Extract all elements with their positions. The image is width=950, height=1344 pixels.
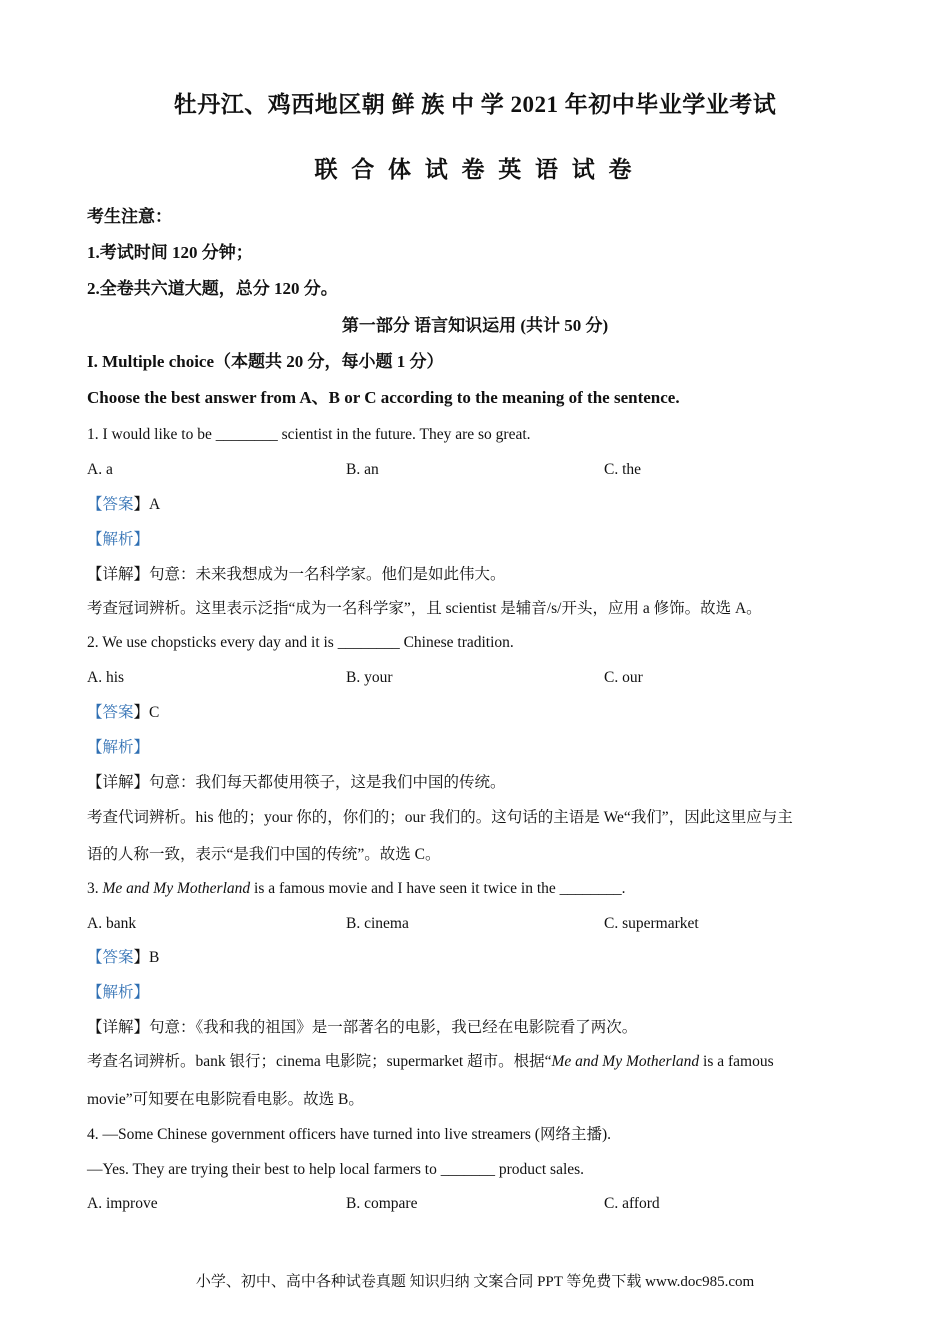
- question-4-option-a: A. improve: [87, 1195, 158, 1212]
- part-title: 第一部分 语言知识运用 (共计 50 分): [341, 316, 609, 335]
- question-2-explanation-2: 语的人称一致，表示“是我们中国的传统”。故选 C。: [87, 846, 441, 863]
- notice-item-2: 2.全卷共六道大题，总分 120 分。: [87, 279, 338, 298]
- question-3-detail: 【详解】句意：《我和我的祖国》是一部著名的电影，我已经在电影院看了两次。: [87, 1019, 638, 1036]
- question-4-option-c: C. afford: [604, 1195, 660, 1212]
- question-3-explanation-1: 考查名词辨析。bank 银行；cinema 电影院；supermarket 超市。根据“Me and My Motherland is a famous: [87, 1053, 774, 1070]
- exam-title-line1: 牡丹江、鸡西地区朝 鲜 族 中 学 2021 年初中毕业学业考试: [173, 92, 777, 117]
- answer-label: 【答案: [87, 949, 134, 966]
- question-1-explanation: 考查冠词辨析。这里表示泛指“成为一名科学家”，且 scientist 是辅音/s/开头，应用 a 修饰。故选 A。: [87, 600, 762, 617]
- question-2-analysis-label: 【解析】: [87, 739, 150, 756]
- question-1-answer: 【答案】A: [87, 496, 161, 513]
- answer-label: 【答案: [87, 496, 134, 513]
- question-2-explanation-1: 考查代词辨析。his 他的；your 你的，你们的；our 我们的。这句话的主语是 We“我们”，因此这里应与主: [87, 809, 793, 826]
- answer-value: A: [149, 496, 161, 513]
- question-1-option-a: A. a: [87, 461, 113, 478]
- answer-value: C: [149, 704, 160, 721]
- question-2-detail: 【详解】句意：我们每天都使用筷子，这是我们中国的传统。: [87, 774, 506, 791]
- notice-heading: 考生注意：: [87, 207, 172, 226]
- question-3-analysis-label: 【解析】: [87, 984, 150, 1001]
- question-4-option-b: B. compare: [346, 1195, 418, 1212]
- question-3-option-a: A. bank: [87, 915, 137, 932]
- section-title: I. Multiple choice（本题共 20 分，每小题 1 分）: [87, 352, 444, 371]
- question-3-option-c: C. supermarket: [604, 915, 699, 932]
- question-2-option-a: A. his: [87, 669, 125, 686]
- question-1-analysis-label: 【解析】: [87, 531, 150, 548]
- question-1-detail: 【详解】句意：未来我想成为一名科学家。他们是如此伟大。: [87, 566, 506, 583]
- notice-item-1: 1.考试时间 120 分钟；: [87, 243, 253, 262]
- question-2-option-b: B. your: [346, 669, 393, 686]
- question-2-option-c: C. our: [604, 669, 643, 686]
- exam-title-line2: 联 合 体 试 卷 英 语 试 卷: [314, 157, 636, 182]
- question-1-stem: 1. I would like to be ________ scientist in the future. They are so great.: [87, 426, 531, 443]
- question-2-answer: 【答案】C: [87, 704, 160, 721]
- question-3-stem: 3. Me and My Motherland is a famous movie and I have seen it twice in the ________.: [87, 880, 626, 897]
- question-4-stem-reply: —Yes. They are trying their best to help local farmers to _______ product sales.: [87, 1161, 585, 1178]
- page-footer: 小学、初中、高中各种试卷真题 知识归纳 文案合同 PPT 等免费下载 www.doc985.com: [195, 1274, 755, 1290]
- question-1-option-b: B. an: [346, 461, 379, 478]
- question-3-explanation-2: movie”可知要在电影院看电影。故选 B。: [87, 1091, 364, 1108]
- answer-value: B: [149, 949, 160, 966]
- question-3-option-b: B. cinema: [346, 915, 409, 932]
- question-3-answer: 【答案】B: [87, 949, 160, 966]
- question-1-option-c: C. the: [604, 461, 642, 478]
- question-2-stem: 2. We use chopsticks every day and it is ________ Chinese tradition.: [87, 634, 514, 651]
- question-4-stem: 4. —Some Chinese government officers have turned into live streamers (网络主播).: [87, 1126, 612, 1143]
- answer-label: 【答案: [87, 704, 134, 721]
- movie-title: Me and My Motherland: [102, 880, 251, 897]
- section-instruction: Choose the best answer from A、B or C according to the meaning of the sentence.: [87, 388, 680, 407]
